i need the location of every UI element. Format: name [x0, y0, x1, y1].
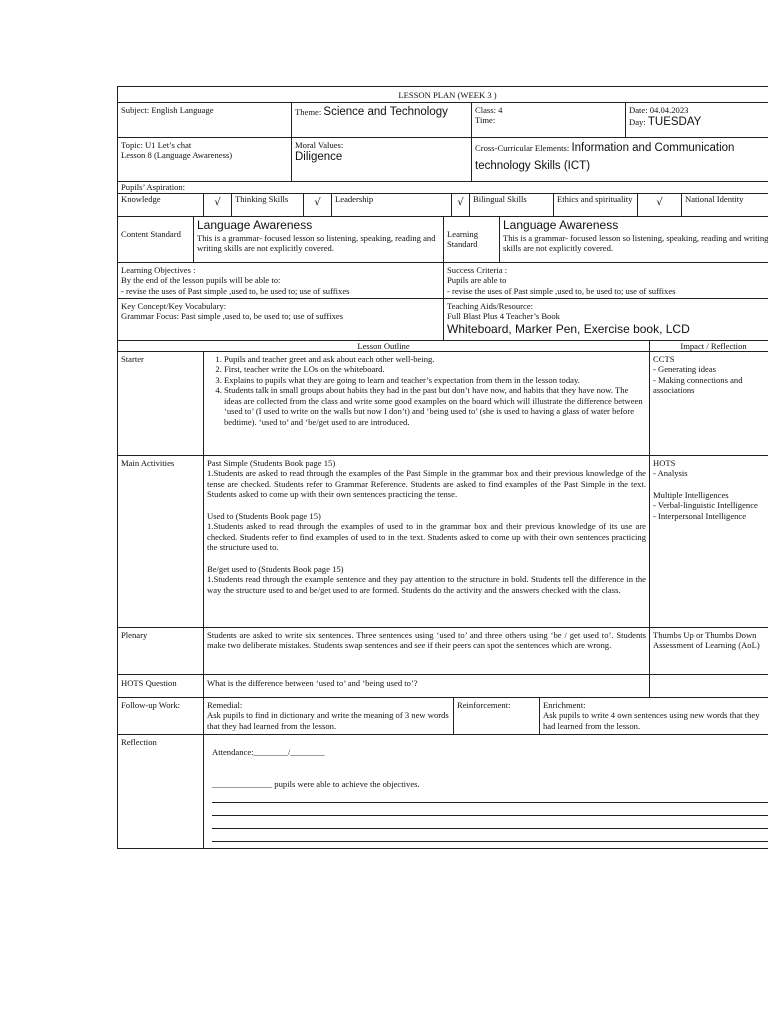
- impact-line: - Verbal-linguistic Intelligence: [653, 500, 758, 511]
- learning-standard-heading: Language Awareness: [503, 218, 619, 232]
- date-text: Date: 04.04.2023: [629, 105, 689, 115]
- reflection-line: [212, 829, 768, 842]
- reflection-cell: [203, 734, 768, 849]
- aspiration-knowledge: Knowledge: [117, 193, 203, 216]
- outline-header: Lesson Outline: [117, 340, 649, 351]
- enrichment-cell: [539, 697, 768, 734]
- learning-standard-cell: [499, 216, 768, 262]
- objectives-line2: - revise the uses of Past simple ,used to, be used to; use of suffixes: [121, 285, 350, 296]
- theme-cell: [291, 102, 471, 137]
- reinforcement-title: Reinforcement:: [457, 700, 511, 710]
- leadership-tick: √: [451, 193, 469, 216]
- starter-impact-cell: [649, 351, 768, 455]
- aspiration-ethics: Ethics and spirituality: [553, 193, 637, 216]
- impact-line: CCTS: [653, 354, 675, 364]
- day-value: TUESDAY: [647, 116, 702, 129]
- starter-item: 3. Explains to pupils what they are going to learn and teacher’s expectation from them in the lesson today.: [224, 375, 646, 385]
- hots-impact-cell: [649, 674, 768, 697]
- learning-standard-text: This is a grammar- focused lesson so listening, speaking, reading and writing skills are not explicitly covered.: [503, 232, 768, 254]
- reflection-line: [212, 803, 768, 816]
- enrichment-text: Ask pupils to write 4 own sentences using new words that they had learned from the lesson.: [543, 710, 760, 731]
- main-paragraph: 1.Students are asked to read through the examples of the Past Simple in the grammar box and their previous knowledge of the tense are checked. Students refer to Grammar Reference. Students are asked to find examples of the Past Simple in the text. Students asked to come up with their own sentences practicing the tense.: [207, 468, 646, 500]
- subject-cell: [117, 102, 291, 137]
- starter-label: Starter: [117, 351, 203, 455]
- main-heading: Be/get used to (Students Book page 15): [207, 563, 344, 574]
- impact-line: [653, 479, 768, 490]
- reflection-line: [212, 816, 768, 829]
- subject-text: Subject: English Language: [121, 105, 214, 115]
- plenary-impact-cell: [649, 627, 768, 674]
- hots-question: What is the difference between ‘used to’ and ‘being used to’?: [207, 678, 418, 688]
- title-cell: [117, 86, 768, 102]
- class-text: Class: 4: [475, 105, 503, 115]
- impact-line: Multiple Intelligences: [653, 489, 729, 500]
- content-standard-label: Content Standard: [117, 216, 193, 262]
- aids-title: Teaching Aids/Resource:: [447, 301, 534, 311]
- class-cell: [471, 102, 625, 137]
- cce-cell: [471, 137, 768, 181]
- main-paragraph: 1.Students read through the example sentence and they pay attention to the structure in bold. Students tell the difference in the way the structure used to and be/get used to are formed. Students do the activity and the answers checked with the class.: [207, 574, 646, 595]
- thinking-tick: √: [303, 193, 331, 216]
- followup-label: Follow-up Work:: [117, 697, 203, 734]
- aspiration-title-cell: [117, 181, 768, 193]
- impact-line: HOTS: [653, 458, 676, 468]
- hots-cell: [203, 674, 649, 697]
- main-paragraph: 1.Students asked to read through the examples of used to in the grammar box and their previous knowledge of its use are checked. Students refer to find examples of used to in the text. Students asked to come up with their own sentences practicing the structure used to.: [207, 521, 646, 553]
- sc-title: Success Criteria :: [447, 265, 508, 275]
- aspiration-title: Pupils’ Aspiration:: [121, 182, 186, 192]
- moral-label: Moral Values:: [295, 140, 344, 150]
- remedial-text: Ask pupils to find in dictionary and write the meaning of 3 new words that they had learned from the lesson.: [207, 710, 449, 731]
- starter-item: 4. Students talk in small groups about habits they had in the past but don’t have now, and habits that they have now. The ideas are collected from the class and write some good examples on the board which will illustrate the difference between ‘used to’ (I used to write on the walls but now I don’t) and ‘being used to’ (she is used to having a glass of water before bedtime). ‘used to’ and ‘be/get used to are introduced.: [224, 385, 646, 427]
- reinforcement-cell: [453, 697, 539, 734]
- moral-cell: [291, 137, 471, 181]
- cce-value-2: technology Skills (ICT): [475, 160, 591, 173]
- topic-cell: [117, 137, 291, 181]
- theme-value: Science and Technology: [323, 106, 448, 118]
- vocab-line1: Grammar Focus: Past simple ,used to, be used to; use of suffixes: [121, 311, 344, 322]
- moral-value: Diligence: [295, 151, 343, 164]
- cce-label: Cross-Curricular Elements:: [475, 143, 570, 153]
- content-standard-cell: [193, 216, 443, 262]
- day-label: Day:: [629, 117, 646, 128]
- aids-line2: Whiteboard, Marker Pen, Exercise book, LCD: [447, 321, 690, 336]
- aspiration-bilingual: Bilingual Skills: [469, 193, 553, 216]
- main-activities-label: Main Activities: [117, 455, 203, 627]
- objectives-cell: [117, 262, 443, 298]
- lesson-text: Lesson 8 (Language Awareness): [121, 150, 233, 161]
- reflection-line: [212, 790, 768, 803]
- learning-standard-label: Learning Standard: [443, 216, 499, 262]
- impact-line: - Analysis: [653, 468, 688, 479]
- aids-cell: [443, 298, 768, 340]
- reflection-label: Reflection: [117, 734, 203, 849]
- date-cell: [625, 102, 768, 137]
- remedial-title: Remedial:: [207, 700, 243, 710]
- content-standard-text: This is a grammar- focused lesson so listening, speaking, reading and writing skills are not explicitly covered.: [197, 232, 436, 254]
- plenary-cell: [203, 627, 649, 674]
- impact-line: Thumbs Up or Thumbs Down: [653, 630, 757, 640]
- page-title: LESSON PLAN (WEEK 3 ): [398, 90, 497, 100]
- content-standard-heading: Language Awareness: [197, 218, 313, 232]
- impact-header: Impact / Reflection: [649, 340, 768, 351]
- time-text: Time:: [475, 115, 496, 126]
- vocab-cell: [117, 298, 443, 340]
- impact-line: - Interpersonal Intelligence: [653, 510, 747, 521]
- impact-line: - Generating ideas: [653, 364, 716, 375]
- enrichment-title: Enrichment:: [543, 700, 586, 710]
- main-heading: Past Simple (Students Book page 15): [207, 458, 336, 468]
- main-activities-cell: [203, 455, 649, 627]
- attendance-text: Attendance:________/________: [212, 747, 325, 757]
- impact-line: Assessment of Learning (AoL): [653, 640, 760, 651]
- aids-line1: Full Blast Plus 4 Teacher’s Book: [447, 311, 560, 322]
- topic-text: Topic: U1 Let’s chat: [121, 140, 192, 150]
- remedial-cell: [203, 697, 453, 734]
- sc-line2: - revise the uses of Past simple ,used to, be used to; use of suffixes: [447, 285, 676, 296]
- main-impact-cell: [649, 455, 768, 627]
- starter-cell: [203, 351, 649, 455]
- lesson-plan-table: [117, 86, 768, 849]
- aspiration-thinking: Thinking Skills: [231, 193, 303, 216]
- vocab-title: Key Concept/Key Vocabulary:: [121, 301, 227, 311]
- starter-item: 2. First, teacher write the LOs on the whiteboard.: [224, 364, 646, 374]
- main-heading: Used to (Students Book page 15): [207, 510, 321, 521]
- success-criteria-cell: [443, 262, 768, 298]
- theme-label: Theme:: [295, 107, 322, 117]
- starter-item: 1. Pupils and teacher greet and ask about each other well-being.: [224, 354, 646, 364]
- achieved-text: ______________ pupils were able to achieve the objectives.: [212, 779, 420, 790]
- sc-line1: Pupils are able to: [447, 275, 507, 286]
- starter-list: [210, 354, 646, 427]
- objectives-title: Learning Objectives :: [121, 265, 196, 275]
- ethics-tick: √: [637, 193, 681, 216]
- cce-value-1: Information and Communication: [571, 142, 735, 154]
- plenary-text: Students are asked to write six sentences. Three sentences using ‘used to’ and three others using ‘be / get used to’. Students make two deliberate mistakes. Students swap sentences and see if their peers can spot the sentences which are wrong.: [207, 630, 646, 651]
- aspiration-national: National Identity: [681, 193, 768, 216]
- aspiration-leadership: Leadership: [331, 193, 451, 216]
- impact-line: - Making connections and associations: [653, 374, 743, 396]
- knowledge-tick: √: [203, 193, 231, 216]
- hots-label: HOTS Question: [117, 674, 203, 697]
- objectives-line1: By the end of the lesson pupils will be able to:: [121, 275, 281, 286]
- plenary-label: Plenary: [117, 627, 203, 674]
